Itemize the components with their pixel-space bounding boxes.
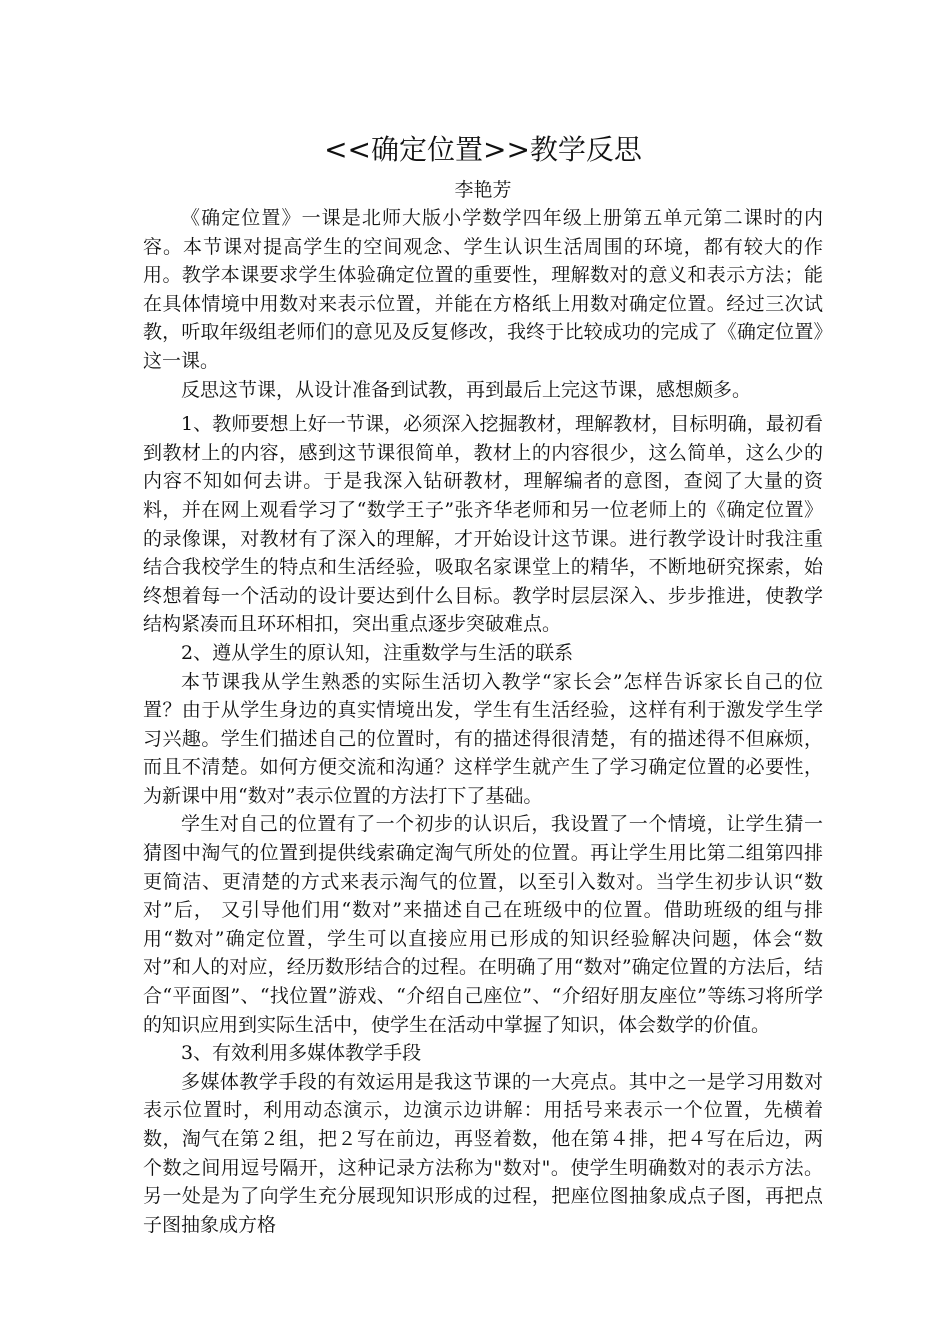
- document-author: 李艳芳: [454, 179, 512, 201]
- document-page: [143, 130, 823, 1239]
- paragraph-reflection: 反思这节课，从设计准备到试教，再到最后上完这节课，感想颇多。: [181, 378, 752, 401]
- paragraph-point-2-b: 学生对自己的位置有了一个初步的认识后，我设置了一个情境，让学生猜一猜图中淘气的位置到提供线索确定淘气所处的位置。再让学生用比第二组第四排更简洁、更清楚的方式来表示淘气的位置，以至引入数对。当学生初步认识“数对”后， 又引导他们用“数对”来描述自己在班级中的位置。借助班级的组与排用“数对”确定位置，学生可以直接应用已形成的知识经验解决问题，体会“数对”和人的对应，经历数形结合的过程。在明确了用“数对”确定位置的方法后，结合“平面图”、“找位置”游戏、“介绍自己座位”、“介绍好朋友座位”等练习将所学的知识应用到实际生活中，使学生在活动中掌握了知识，体会数学的价值。: [143, 813, 823, 1036]
- paragraph-point-3: 多媒体教学手段的有效运用是我这节课的一大亮点。其中之一是学习用数对表示位置时，利用动态演示，边演示边讲解：用括号来表示一个位置，先横着数，淘气在第２组，把２写在前边，再竖着数，他在第４排，把４写在后边，两个数之间用逗号隔开，这种记录方法称为"数对"。使学生明确数对的表示方法。另一处是为了向学生充分展现知识形成的过程，把座位图抽象成点子图，再把点子图抽象成方格: [143, 1070, 823, 1236]
- section-heading-2: 2、遵从学生的原认知，注重数学与生活的联系: [181, 641, 574, 664]
- paragraph-point-2-a: 本节课我从学生熟悉的实际生活切入教学“家长会”怎样告诉家长自己的位置？由于从学生身边的真实情境出发，学生有生活经验，这样有利于激发学生学习兴趣。学生们描述自己的位置时，有的描述得很清楚，有的描述得不但麻烦，而且不清楚。如何方便交流和沟通？这样学生就产生了学习确定位置的必要性，为新课中用“数对”表示位置的方法打下了基础。: [143, 670, 823, 807]
- section-heading-3: 3、有效利用多媒体教学手段: [181, 1042, 422, 1065]
- paragraph-intro: 《确定位置》一课是北师大版小学数学四年级上册第五单元第二课时的内容。本节课对提高学生的空间观念、学生认识生活周围的环境，都有较大的作用。教学本课要求学生体验确定位置的重要性，理解数对的意义和表示方法；能在具体情境中用数对来表示位置，并能在方格纸上用数对确定位置。经过三次试教，听取年级组老师们的意见及反复修改，我终于比较成功的完成了《确定位置》这一课。: [143, 207, 823, 372]
- document-title: <<确定位置>>教学反思: [324, 133, 642, 166]
- paragraph-point-1: 1、教师要想上好一节课，必须深入挖掘教材，理解教材，目标明确，最初看到教材上的内容，感到这节课很简单，教材上的内容很少，这么简单，这么少的内容不知如何去讲。于是我深入钻研教材，理解编者的意图，查阅了大量的资料，并在网上观看学习了“数学王子”张齐华老师和另一位老师上的《确定位置》的录像课，对教材有了深入的理解，才开始设计这节课。进行教学设计时我注重结合我校学生的特点和生活经验，吸取名家课堂上的精华，不断地研究探索，始终想着每一个活动的设计要达到什么目标。教学时层层深入、步步推进，使教学结构紧凑而且环环相扣，突出重点逐步突破难点。: [143, 413, 823, 636]
